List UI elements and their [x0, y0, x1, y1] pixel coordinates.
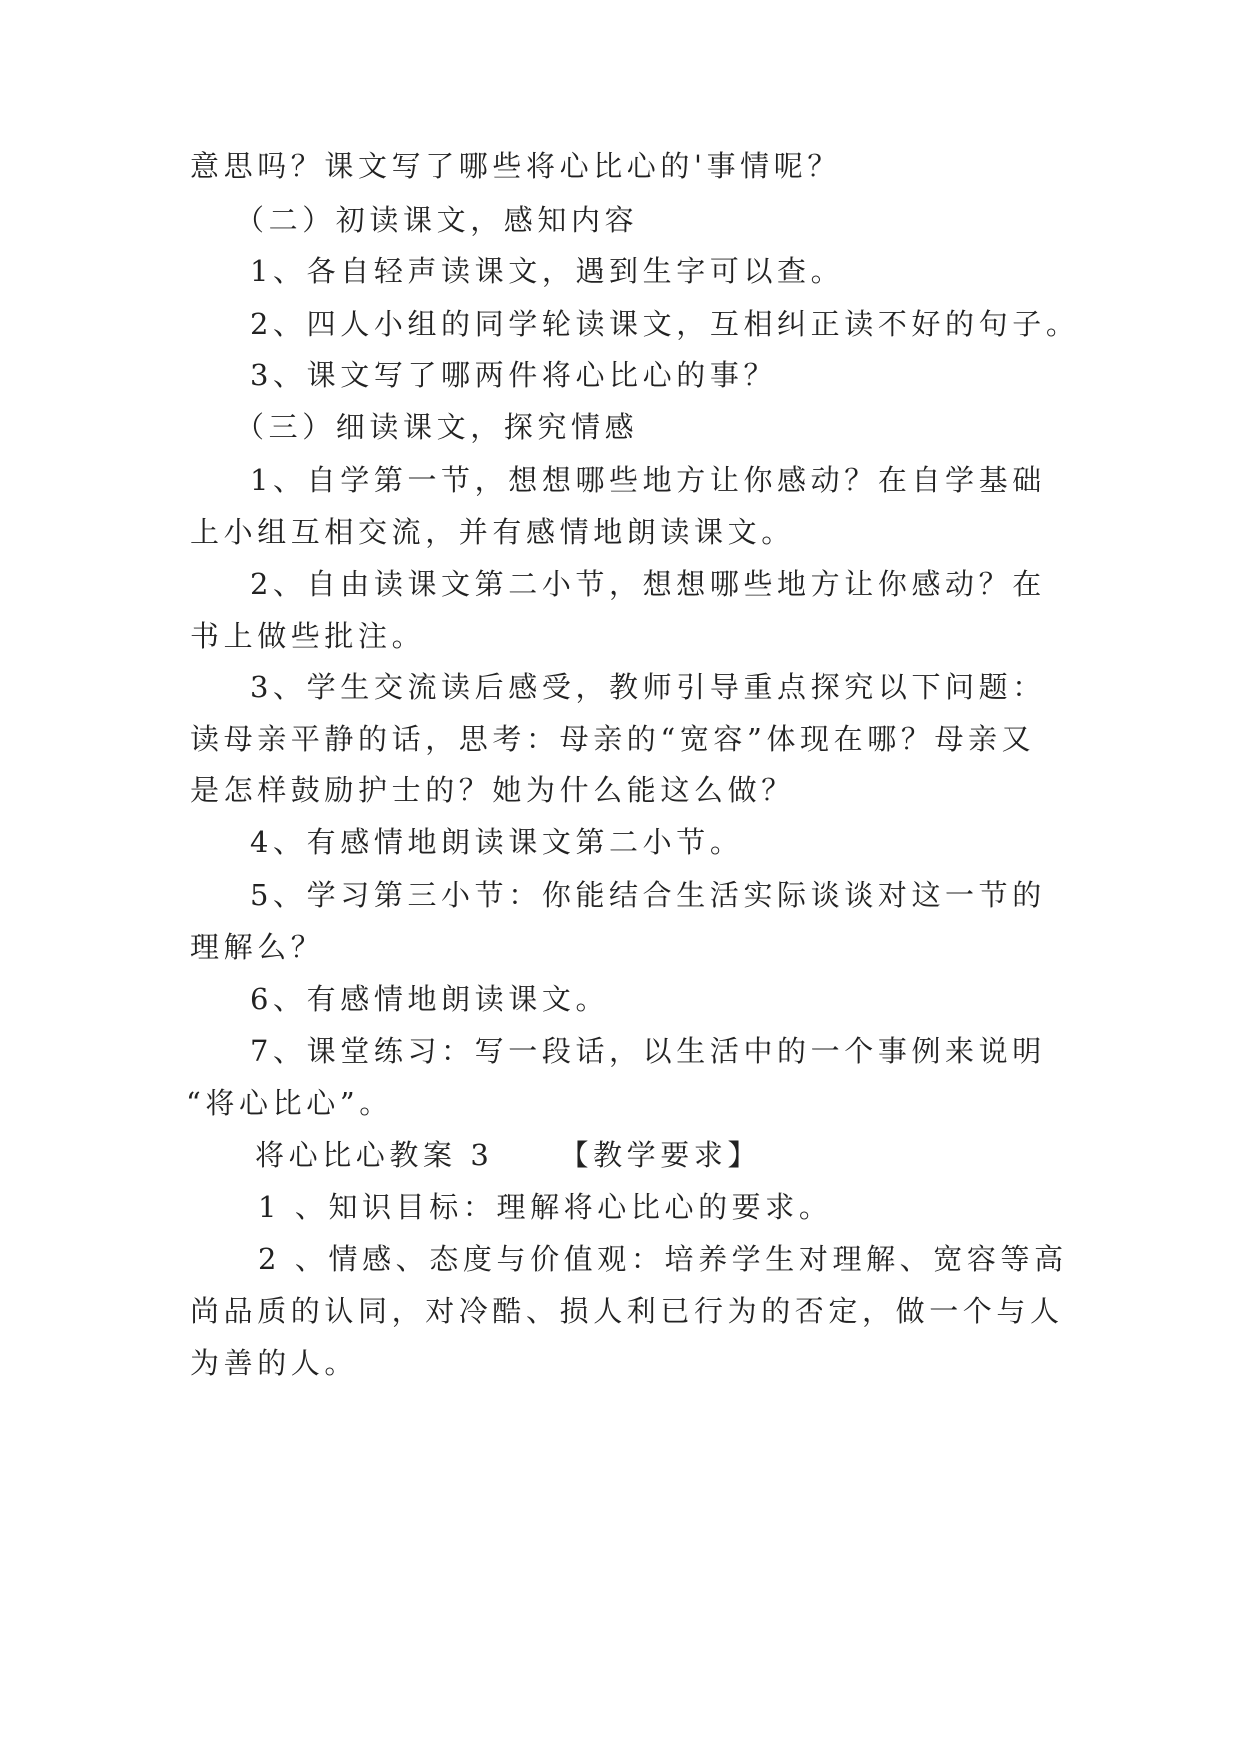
paragraph-line: 意思吗？课文写了哪些将心比心的'事情呢？ [190, 149, 841, 183]
paragraph-line: 理解么？ [190, 930, 325, 964]
paragraph-line: 3、学生交流读后感受，教师引导重点探究以下问题： [250, 670, 1046, 704]
teaching-requirements-heading: 【教学要求】 [559, 1138, 762, 1172]
paragraph-line: 1 、知识目标：理解将心比心的要求。 [258, 1190, 833, 1224]
paragraph-line: 书上做些批注。 [190, 619, 426, 653]
paragraph-line: 6、有感情地朗读课文。 [250, 982, 610, 1016]
section-heading: （二）初读课文，感知内容 [235, 203, 639, 237]
paragraph-line: 尚品质的认同，对冷酷、损人利已行为的否定，做一个与人 [190, 1294, 1064, 1328]
paragraph-line: 是怎样鼓励护士的？她为什么能这么做？ [190, 773, 795, 807]
paragraph-line: 5、学习第三小节：你能结合生活实际谈谈对这一节的 [250, 878, 1046, 912]
section-heading: （三）细读课文，探究情感 [235, 410, 639, 444]
paragraph-line: 1、自学第一节，想想哪些地方让你感动？在自学基础 [250, 463, 1046, 497]
paragraph-line: 7、课堂练习：写一段话，以生活中的一个事例来说明 [250, 1034, 1046, 1068]
paragraph-line: 2、四人小组的同学轮读课文，互相纠正读不好的句子。 [250, 307, 1080, 341]
paragraph-line: 2、自由读课文第二小节，想想哪些地方让你感动？在 [250, 567, 1046, 601]
paragraph-line: 4、有感情地朗读课文第二小节。 [250, 825, 744, 859]
paragraph-line: 1、各自轻声读课文，遇到生字可以查。 [250, 254, 845, 288]
lesson-plan-title [255, 1135, 761, 1175]
paragraph-line: 读母亲平静的话，思考：母亲的“宽容”体现在哪？母亲又 [190, 722, 1036, 756]
paragraph-line: 上小组互相交流，并有感情地朗读课文。 [190, 515, 795, 549]
paragraph-line: 为善的人。 [190, 1346, 359, 1380]
paragraph-line: 3、课文写了哪两件将心比心的事？ [250, 358, 778, 392]
paragraph-line: “将心比心”。 [186, 1086, 393, 1120]
paragraph-line: 2 、情感、态度与价值观：培养学生对理解、宽容等高 [258, 1242, 1068, 1276]
lesson-plan-title-text: 将心比心教案 3 [255, 1138, 494, 1172]
